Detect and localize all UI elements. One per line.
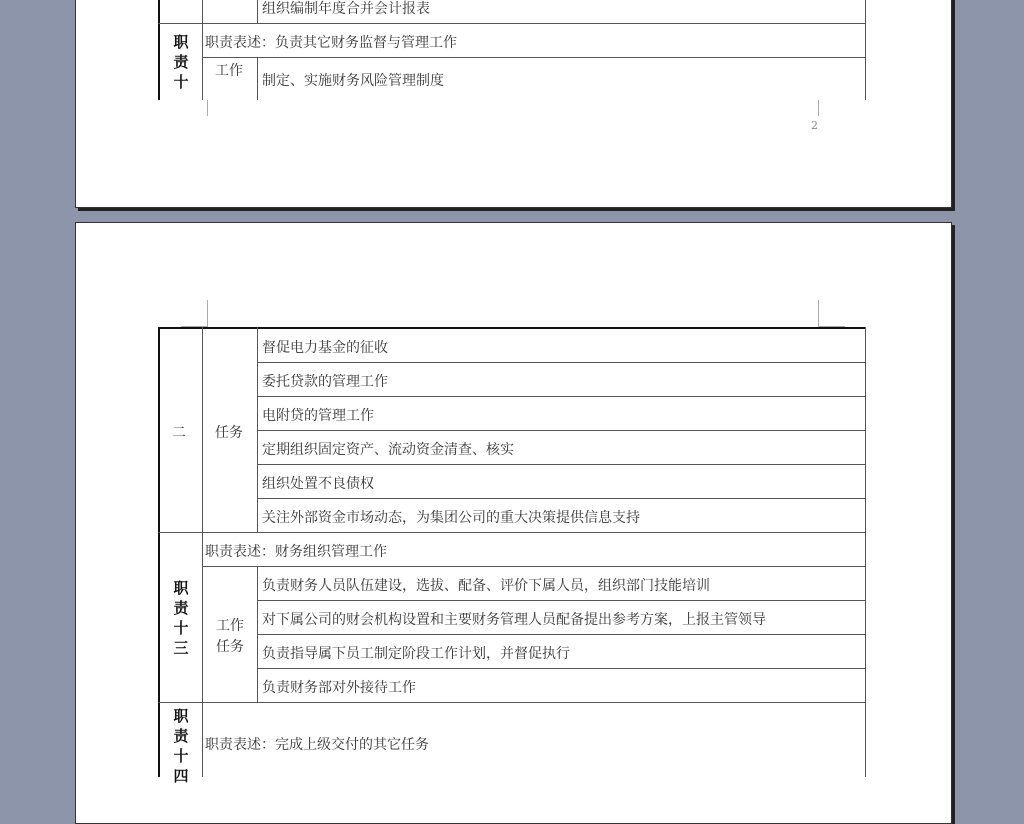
sub-label: 任务 <box>216 639 244 655</box>
duty-label: 职责十 <box>173 33 189 91</box>
duty-description: 职责表述：财务组织管理工作 <box>205 544 387 560</box>
page-number: 2 <box>811 119 818 132</box>
task-cell: 委托贷款的管理工作 <box>262 374 388 390</box>
task-cell: 组织编制年度合并会计报表 <box>262 1 430 17</box>
task-cell: 制定、实施财务风险管理制度 <box>262 73 444 89</box>
task-cell: 负责财务人员队伍建设，选拔、配备、评价下属人员，组织部门技能培训 <box>262 578 710 594</box>
task-cell: 督促电力基金的征收 <box>262 340 388 356</box>
duty-description: 职责表述：完成上级交付的其它任务 <box>205 737 429 753</box>
margin-mark <box>818 300 845 327</box>
sub-label: 工作 <box>216 618 244 634</box>
duty-label: 职责十四 <box>173 707 189 785</box>
task-cell: 定期组织固定资产、流动资金清查、核实 <box>262 442 514 458</box>
task-cell: 负责财务部对外接待工作 <box>262 680 416 696</box>
sub-label: 任务 <box>215 425 243 441</box>
task-cell: 对下属公司的财会机构设置和主要财务管理人员配备提出参考方案，上报主管领导 <box>262 612 766 628</box>
task-cell: 关注外部资金市场动态，为集团公司的重大决策提供信息支持 <box>262 510 640 526</box>
sub-label: 工作 <box>215 63 243 79</box>
task-cell: 组织处置不良债权 <box>262 476 374 492</box>
task-cell: 电附贷的管理工作 <box>262 408 374 424</box>
section-label: 二 <box>172 425 186 441</box>
duty-label: 职责十三 <box>173 579 189 657</box>
margin-mark <box>181 300 208 327</box>
margin-mark <box>818 100 845 116</box>
margin-mark <box>181 100 208 116</box>
task-cell: 负责指导属下员工制定阶段工作计划，并督促执行 <box>262 646 570 662</box>
duty-description: 职责表述：负责其它财务监督与管理工作 <box>205 35 457 51</box>
